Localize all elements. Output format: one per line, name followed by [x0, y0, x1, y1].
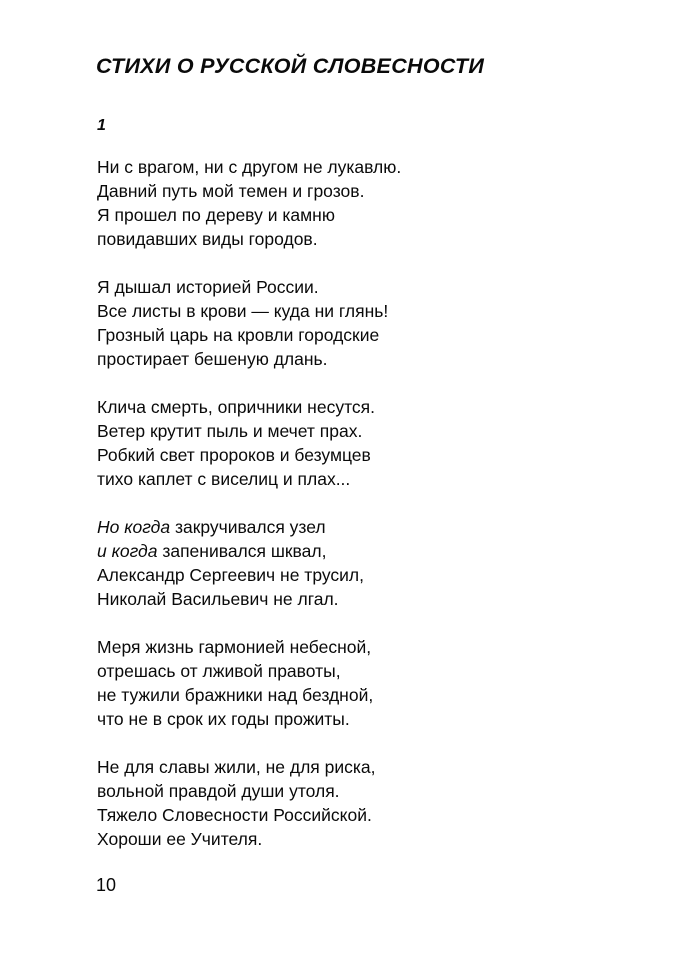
- poem-line: что не в срок их годы прожиты.: [97, 709, 350, 729]
- italic-emphasis: и когда: [97, 541, 158, 561]
- poem-line: [97, 515, 657, 539]
- stanza-3: [97, 395, 657, 491]
- poem-line: Николай Васильевич не лгал.: [97, 589, 339, 609]
- poem-line: Тяжело Словесности Российской.: [97, 805, 372, 825]
- stanza-4: [97, 515, 657, 611]
- poem-line: отрешась от лживой правоты,: [97, 661, 341, 681]
- poem-line: тихо каплет с виселиц и плах...: [97, 469, 351, 489]
- stanza-5: [97, 635, 657, 731]
- poem-line: Александр Сергеевич не трусил,: [97, 565, 365, 585]
- line-text: закручивался узел: [174, 517, 326, 537]
- poem-line: простирает бешеную длань.: [97, 349, 328, 369]
- poem-line: Я прошел по дереву и камню: [97, 205, 335, 225]
- poem-line: повидавших виды городов.: [97, 229, 318, 249]
- section-number: 1: [97, 117, 106, 134]
- poem-line: Ветер крутит пыль и мечет прах.: [97, 421, 363, 441]
- poem-line: Хороши ее Учителя.: [97, 829, 263, 849]
- poem-line: не тужили бражники над бездной,: [97, 685, 374, 705]
- line-text: запенивался шквал,: [162, 541, 327, 561]
- poem-line: вольной правдой души утоля.: [97, 781, 340, 801]
- stanza-6: [97, 755, 657, 851]
- page-number: 10: [96, 875, 117, 895]
- poem-line: Давний путь мой темен и грозов.: [97, 181, 365, 201]
- poem-line: Робкий свет пророков и безумцев: [97, 445, 371, 465]
- stanza-2: [97, 275, 657, 371]
- poem-body: [97, 155, 657, 875]
- page-title: СТИХИ О РУССКОЙ СЛОВЕСНОСТИ: [96, 54, 485, 78]
- poem-line: [97, 539, 657, 563]
- poem-line: Ни с врагом, ни с другом не лукавлю.: [97, 157, 402, 177]
- poem-line: Не для славы жили, не для риска,: [97, 757, 376, 777]
- poem-line: Все листы в крови — куда ни глянь!: [97, 301, 389, 321]
- poem-line: Клича смерть, опричники несутся.: [97, 397, 375, 417]
- stanza-1: [97, 155, 657, 251]
- poem-line: Я дышал историей России.: [97, 277, 319, 297]
- poem-line: Меря жизнь гармонией небесной,: [97, 637, 372, 657]
- poem-line: Грозный царь на кровли городские: [97, 325, 380, 345]
- italic-emphasis: Но когда: [97, 517, 171, 537]
